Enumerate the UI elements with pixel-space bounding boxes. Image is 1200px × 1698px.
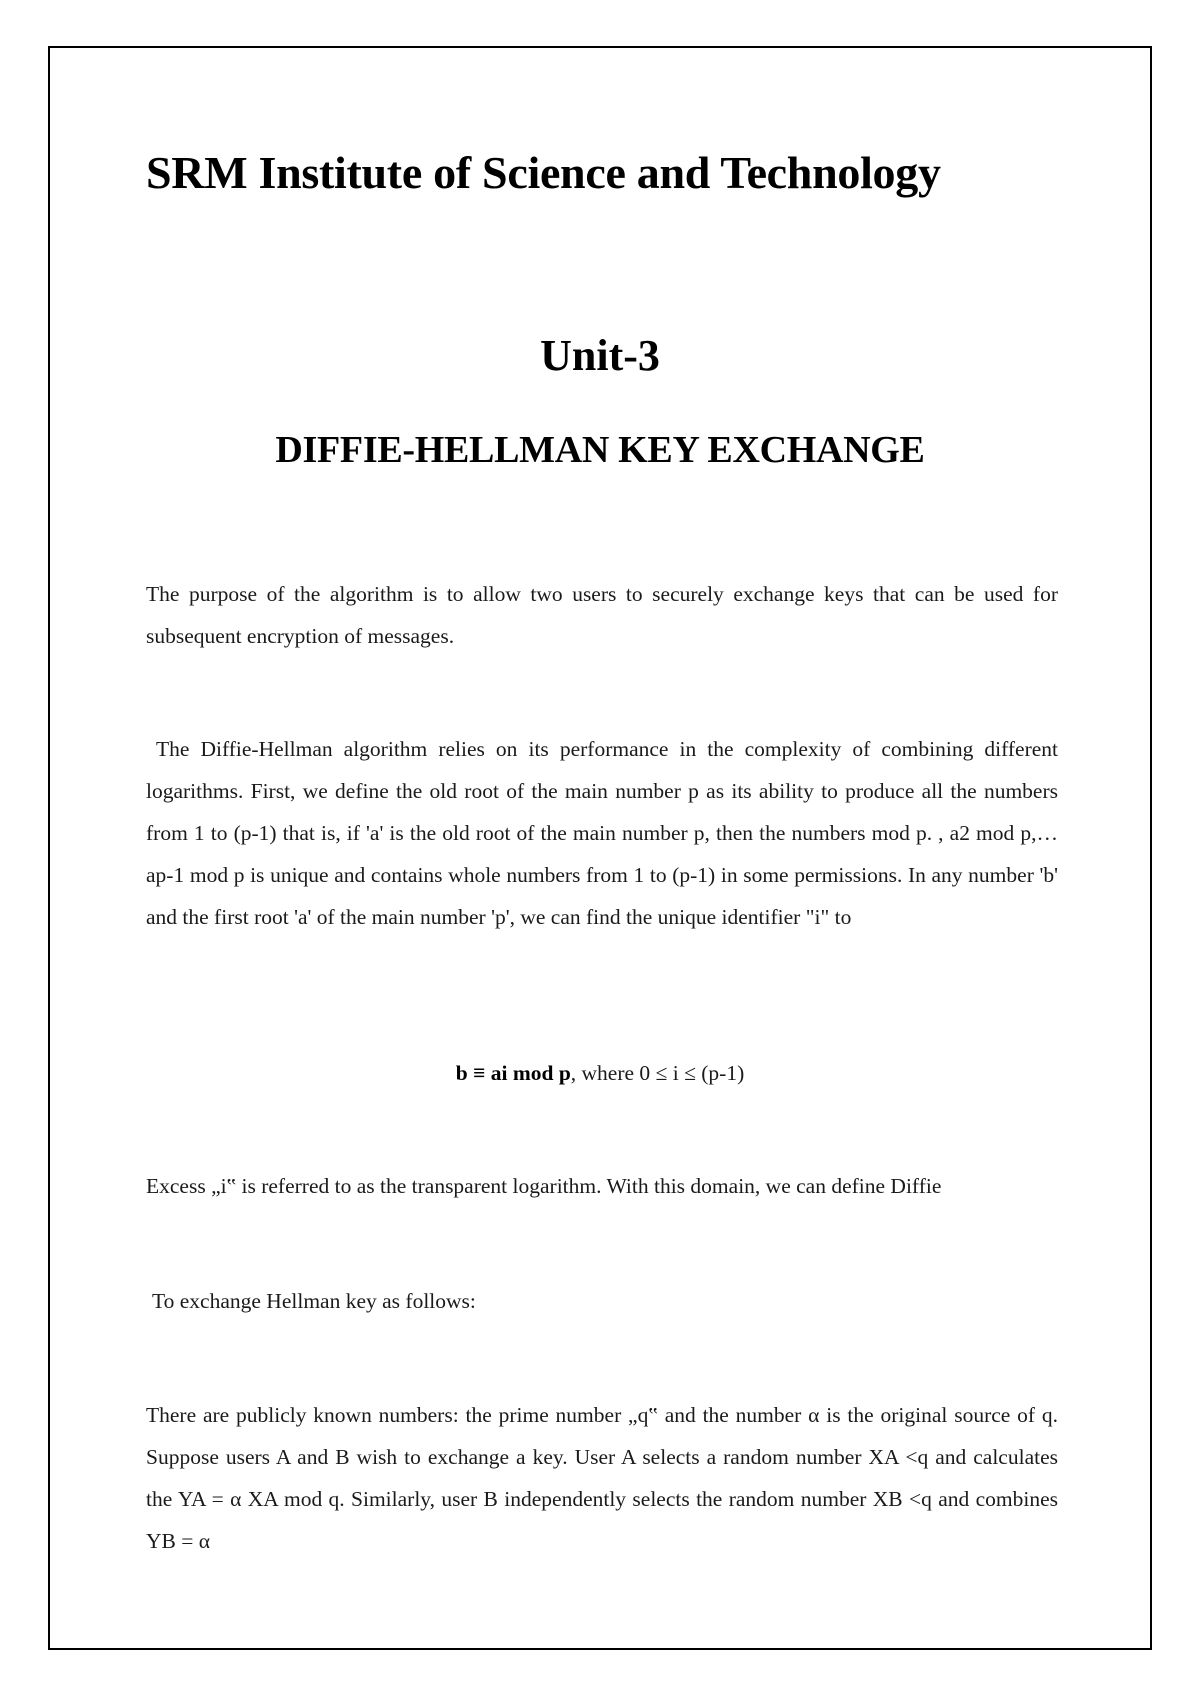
- logarithm-paragraph: Excess „i‟ is referred to as the transparent logarithm. With this domain, we can define Diffie: [146, 1174, 942, 1198]
- topic-heading: DIFFIE-HELLMAN KEY EXCHANGE: [275, 429, 925, 471]
- institution-title: SRM Institute of Science and Technology: [146, 147, 941, 198]
- exchange-intro-text: To exchange Hellman key as follows:: [152, 1289, 476, 1313]
- unit-heading: Unit-3: [540, 331, 660, 380]
- intro-paragraph: The purpose of the algorithm is to allow two users to securely exchange keys that can be used for subsequent encryption of messages.: [146, 582, 1058, 648]
- formula-condition: , where 0 ≤ i ≤ (p-1): [570, 1061, 745, 1085]
- formula-expression: b ≡ ai mod p: [455, 1061, 571, 1085]
- discrete-log-formula: [0, 1052, 1200, 1094]
- algorithm-paragraph: [146, 728, 1058, 938]
- exchange-intro-paragraph: [146, 1280, 1058, 1322]
- algorithm-paragraph-text: The Diffie-Hellman algorithm relies on its performance in the complexity of combining different logarithms. First, we define the old root of the main number p as its ability to produce all the numbers from 1 to (p-1) that is, if 'a' is the old root of the main number p, then the numbers mod p. , a2 mod p,… ap-1 mod p is unique and contains whole numbers from 1 to (p-1) in some permissions. In any number 'b' and the first root 'a' of the main number 'p', we can find the unique identifier "i" to: [146, 737, 1058, 929]
- public-numbers-paragraph: There are publicly known numbers: the prime number „q‟ and the number α is the original source of q. Suppose users A and B wish to exchange a key. User A selects a random number XA <q and calculates the YA = α XA mod q. Similarly, user B independently selects the random number XB <q and combines YB = α: [146, 1403, 1058, 1553]
